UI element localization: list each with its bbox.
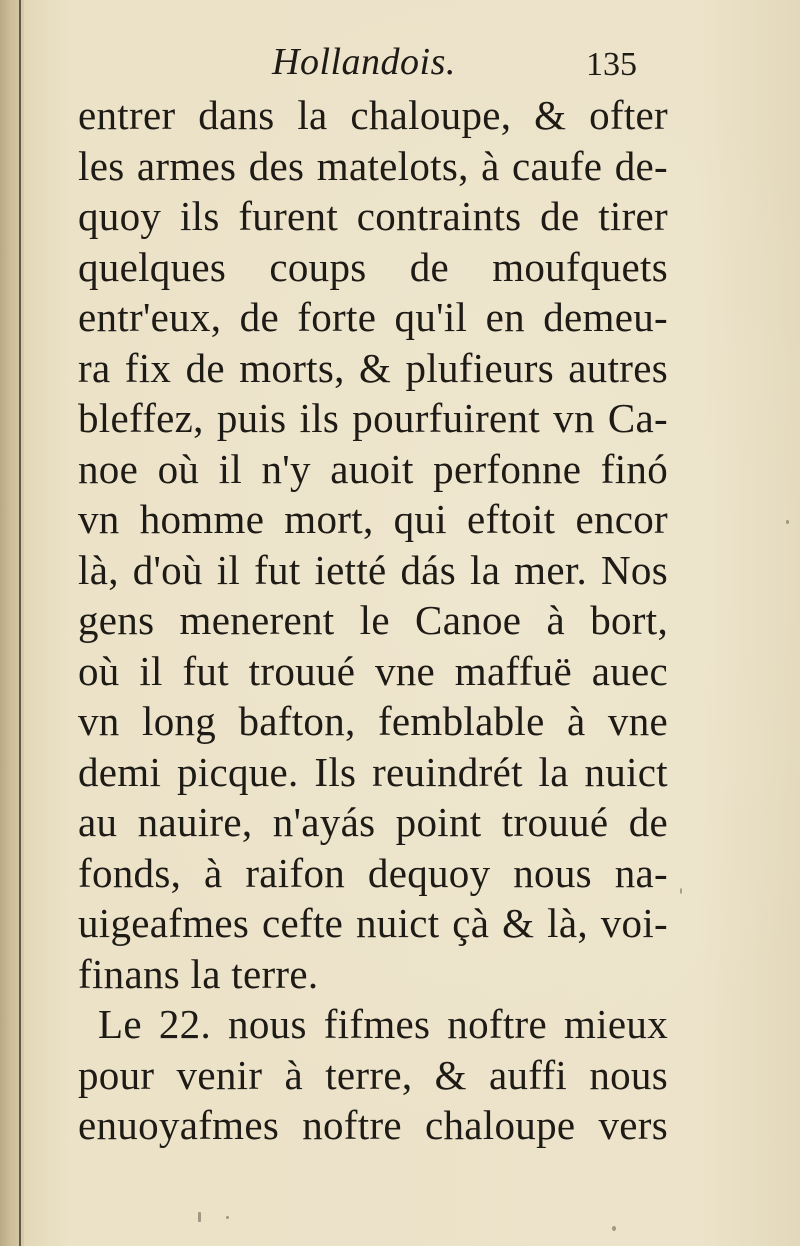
text-line: gens menerent le Canoe à bort, [78,597,668,643]
text-line: finans la terre. [78,950,319,997]
text-line: quelques coups de moufquets [78,243,668,290]
text-line: fonds, à raifon dequoy nous na- [78,849,668,896]
text-line: ra fix de morts, & plufieurs autres [78,344,668,391]
text-line: uigeafmes cefte nuict çà & là, voi- [78,900,668,946]
text-line: vn long bafton, femblable à vne [78,698,668,744]
text-line: vn homme mort, qui eftoit encor [78,496,668,542]
body-text [78,90,668,1151]
paper-speck [786,520,789,524]
text-line: demi picque. Ils reuindrét la nuict [78,748,668,795]
gutter-edge-line [19,0,21,1246]
paper-speck [226,1216,229,1219]
page-header [0,40,800,90]
text-line: enuoyafmes noftre chaloupe vers [78,1102,668,1148]
paper-speck [680,888,682,894]
text-line: Le 22. nous fifmes noftre mieux [98,1001,668,1047]
text-line: noe où il n'y auoit perfonne finó [78,445,668,492]
text-line: au nauire, n'ayás point trouué de [78,799,668,845]
paper-speck [612,1226,616,1231]
paper-speck [198,1212,201,1222]
running-title: Hollandois. [272,41,456,83]
text-line: les armes des matelots, à caufe de- [78,142,668,189]
page-number: 135 [586,46,637,83]
text-line: pour venir à terre, & auffi nous [78,1051,668,1098]
text-line: bleffez, puis ils pourfuirent vn Ca- [78,395,668,441]
text-line: où il fut trouué vne maffuë auec [78,647,668,694]
text-line: là, d'où il fut ietté dás la mer. Nos [78,546,668,593]
text-line: entr'eux, de forte qu'il en demeu- [78,294,668,340]
text-line: entrer dans la chaloupe, & ofter [78,92,668,138]
text-line: quoy ils furent contraints de tirer [78,193,668,239]
